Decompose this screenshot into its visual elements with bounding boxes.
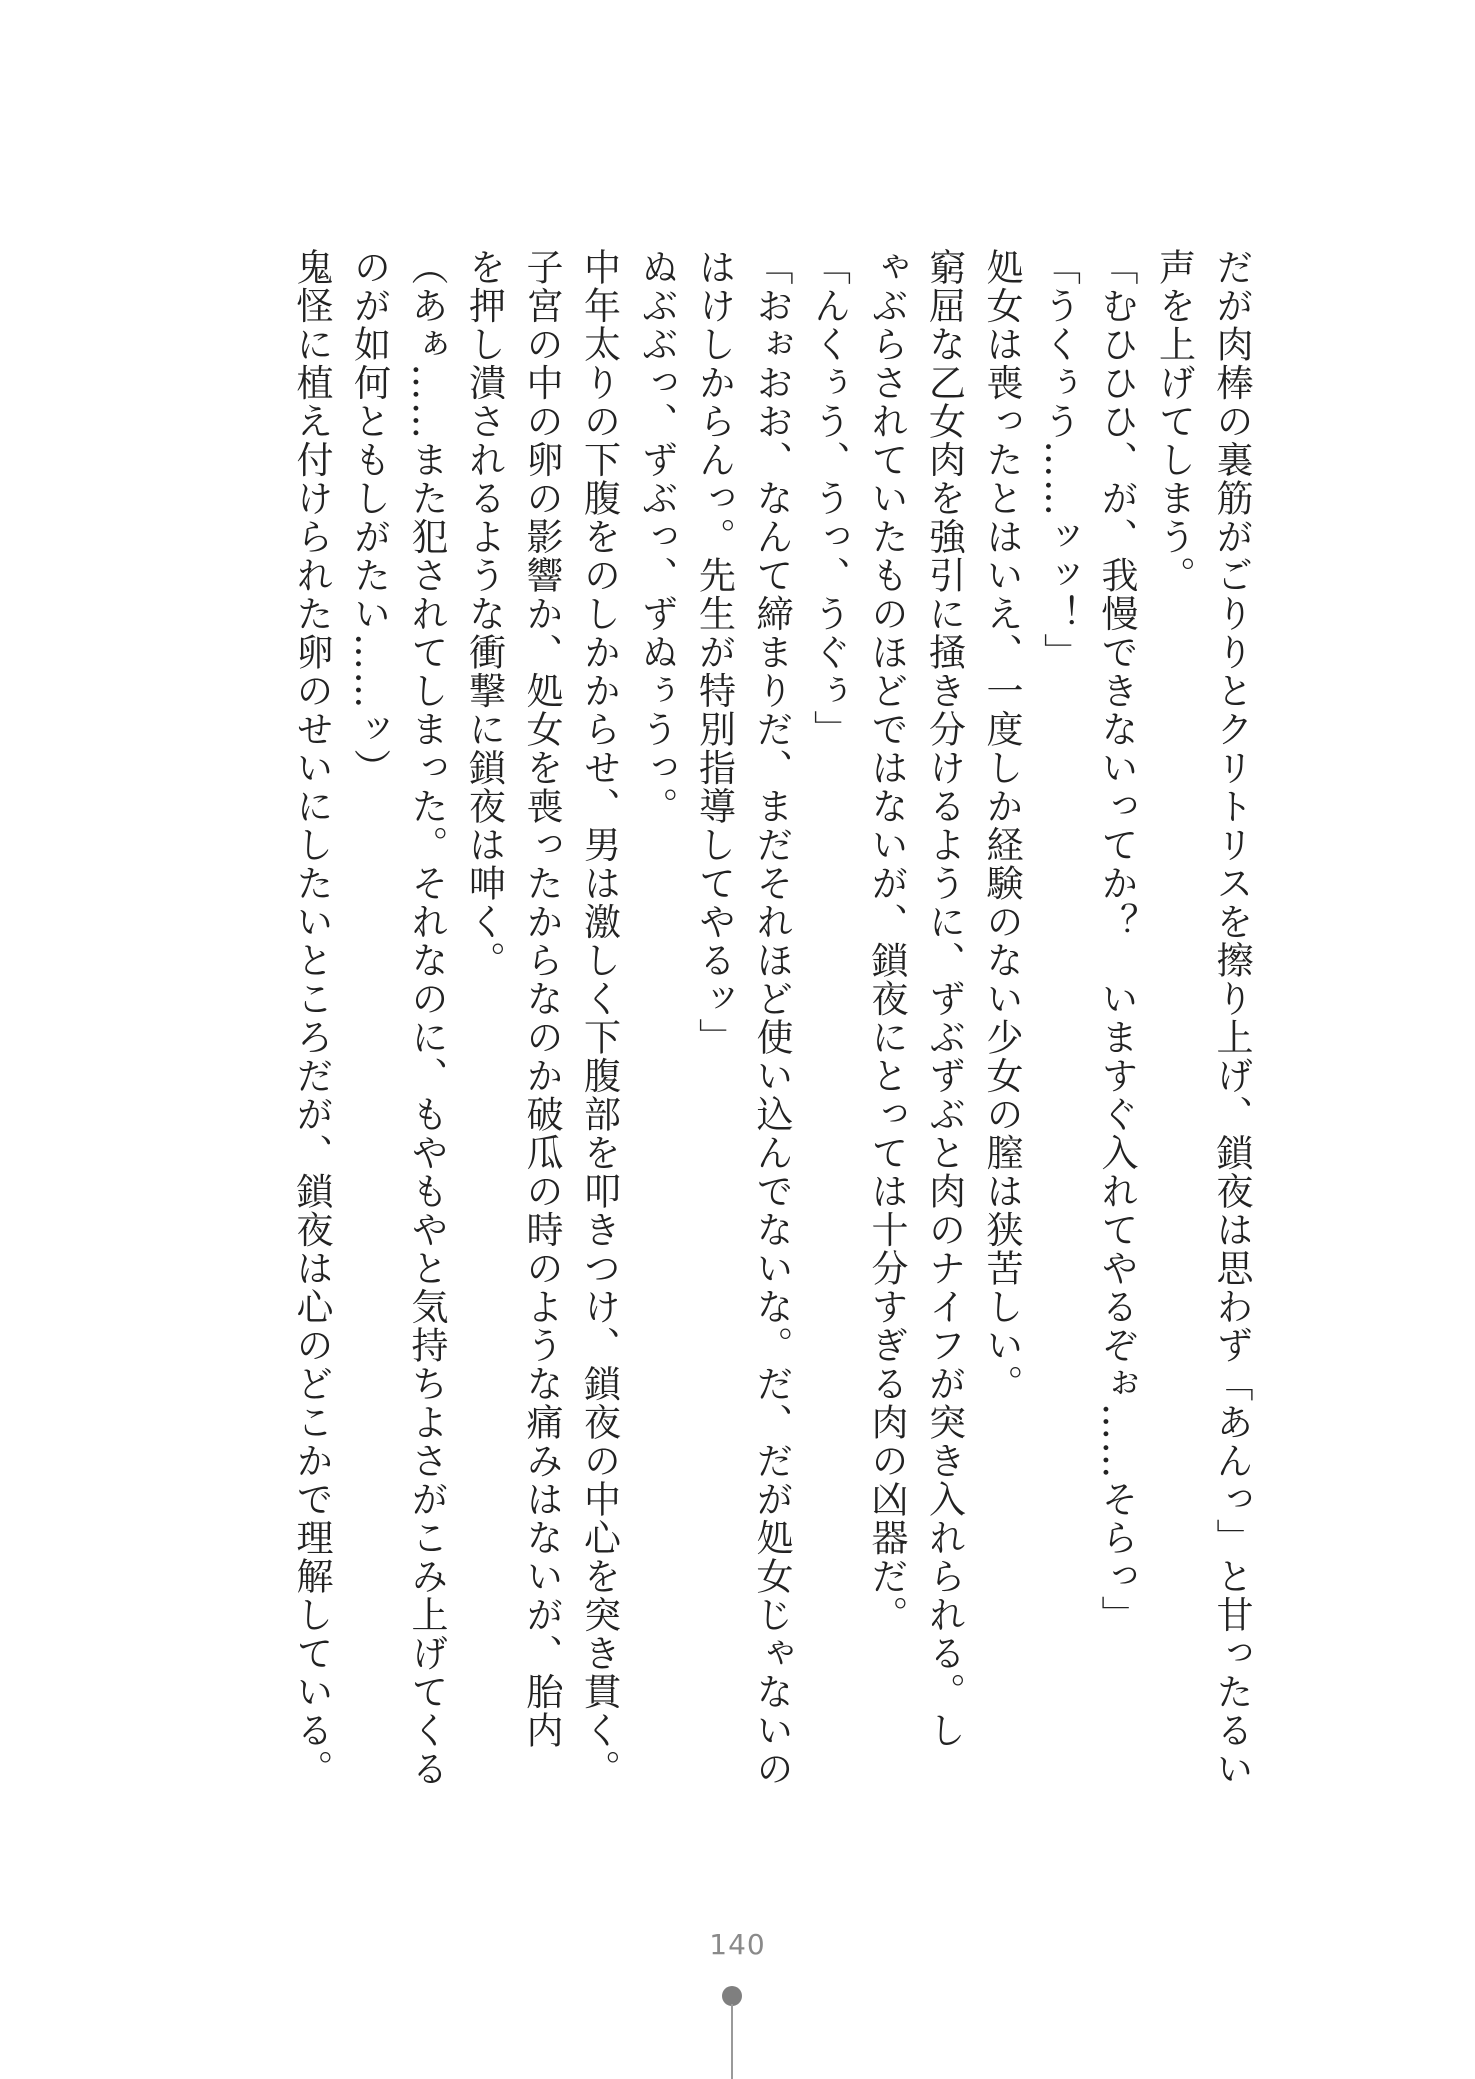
text-line: 「うくぅう……ッッ！」 [1037, 248, 1081, 672]
text-line: 「おぉおお、なんて締まりだ、まだそれほど使い込んでないな。だ、だが処女じゃないの [750, 248, 793, 1788]
text-line: 処女は喪ったとはいえ、一度しか経験のない少女の膣は狭苦しい。 [980, 248, 1023, 1403]
text-line: 中年太りの下腹をのしかからせ、男は激しく下腹部を叩きつけ、鎖夜の中心を突き貫く。 [577, 248, 621, 1788]
page-ornament-line [731, 2004, 733, 2079]
text-line: 窮屈な乙女肉を強引に掻き分けるように、ずぶずぶと肉のナイフが突き入れられる。し [922, 248, 966, 1750]
text-line: 声を上げてしまう。 [1152, 248, 1196, 595]
text-line: はけしからんっ。先生が特別指導してやるッ」 [692, 248, 736, 1057]
text-line: 「んくぅう、うっ、うぐぅ」 [807, 248, 851, 749]
vertical-text-block [290, 248, 1260, 1788]
text-line: （あぁ……また犯されてしまった。それなのに、もやもやと気持ちよさがこみ上げてくる [405, 248, 448, 1788]
text-line: 「むひひひ、が、我慢できないってか？ いますぐ入れてやるぞぉ……そらっ」 [1095, 248, 1138, 1634]
text-line: だが肉棒の裏筋がごりりとクリトリスを擦り上げ、鎖夜は思わず「あんっ」と甘ったるい [1210, 248, 1253, 1788]
text-line: ゃぶらされていたものほどではないが、鎖夜にとっては十分すぎる肉の凶器だ。 [865, 248, 908, 1634]
text-line: 子宮の中の卵の影響か、処女を喪ったからなのか破瓜の時のような痛みはないが、胎内 [520, 248, 563, 1750]
text-line: を押し潰されるような衝撃に鎖夜は呻く。 [462, 248, 506, 980]
page-ornament-dot [722, 1986, 742, 2006]
text-line: ぬぶぶっ、ずぶっ、ずぬぅうっ。 [635, 248, 678, 826]
text-line: のが如何ともしがたい……ッ） [347, 248, 391, 787]
text-line: 鬼怪に植え付けられた卵のせいにしたいところだが、鎖夜は心のどこかで理解している。 [290, 248, 333, 1788]
page-number: 140 [709, 1928, 766, 1961]
